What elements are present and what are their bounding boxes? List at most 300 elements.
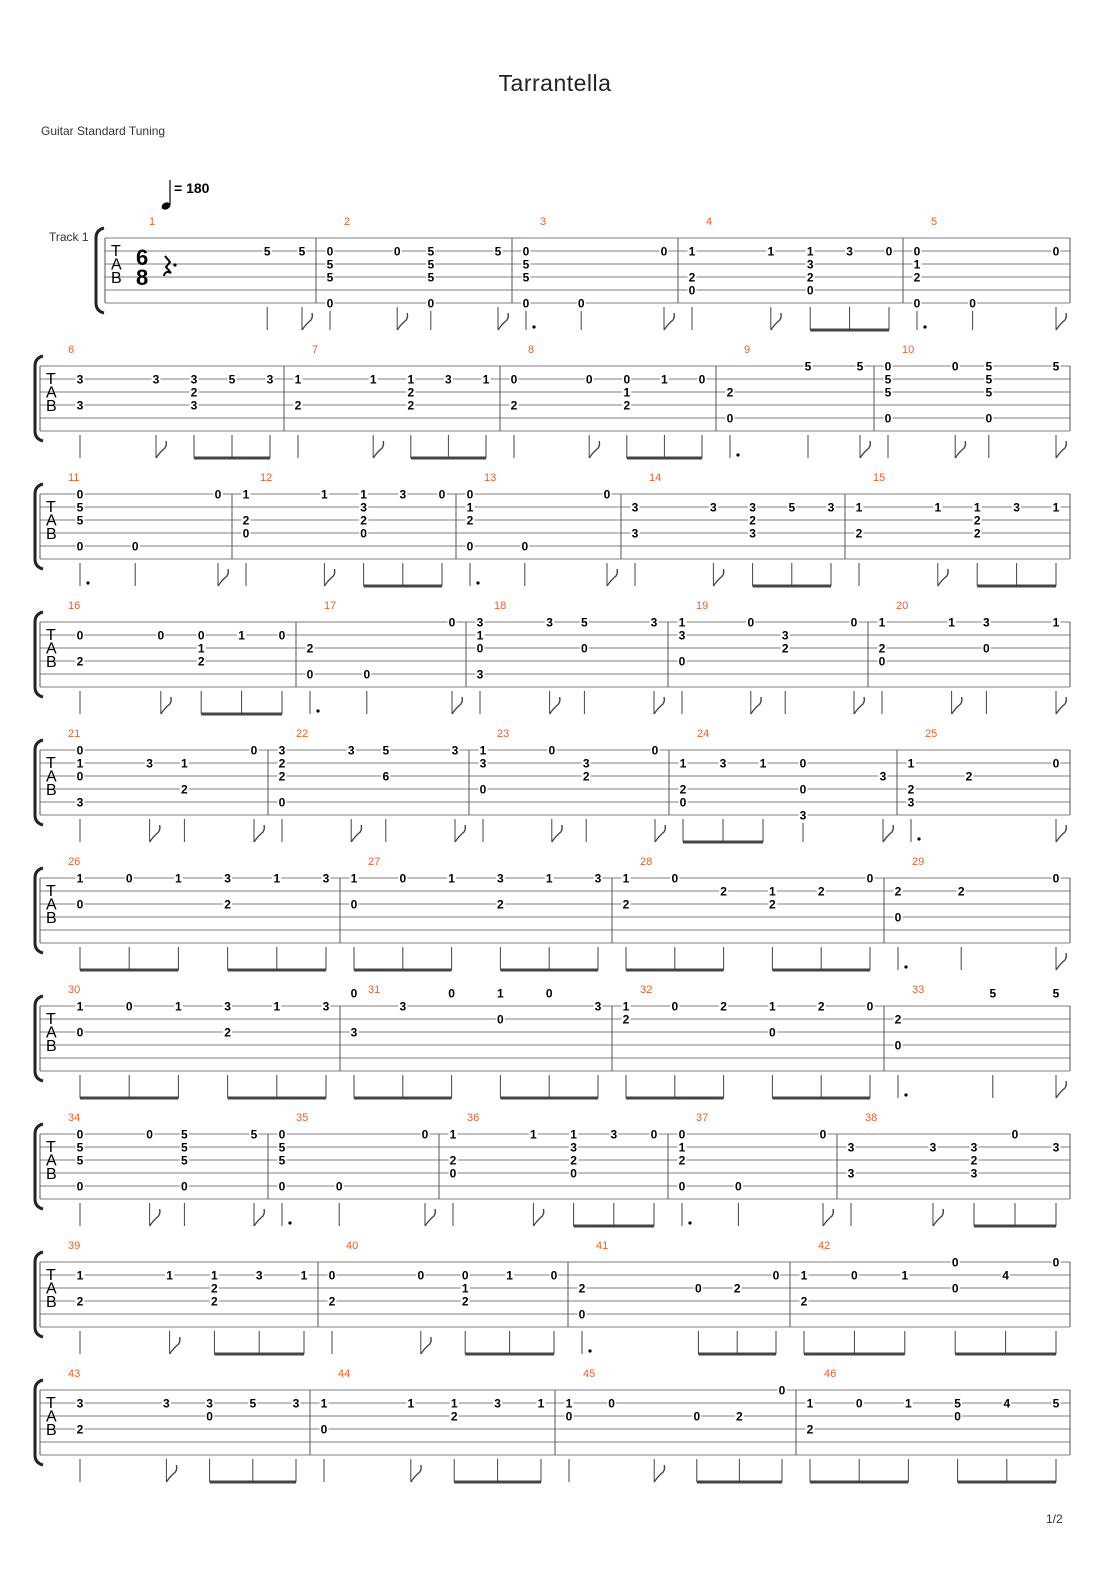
eighth-flag (351, 825, 361, 842)
measure-number: 35 (296, 1112, 309, 1124)
fret-number: 2 (965, 769, 973, 784)
fret-number: 2 (224, 897, 231, 912)
fret-number: 5 (181, 1153, 188, 1168)
measure (278, 728, 470, 842)
fret-number: 0 (577, 296, 585, 311)
measure-number: 5 (931, 216, 938, 228)
fret-number: 5 (427, 257, 435, 272)
measure (622, 984, 885, 1098)
fret-number: 0 (510, 372, 518, 387)
measure (68, 344, 284, 458)
tab-clef-letter: A (46, 1408, 57, 1426)
fret-number: 0 (1052, 1255, 1060, 1270)
eighth-flag (552, 825, 562, 842)
fret-number: 3 (1013, 500, 1020, 515)
fret-number: 0 (76, 1127, 84, 1142)
fret-number: 0 (326, 296, 334, 311)
tab-clef-letter: A (46, 1152, 57, 1170)
eighth-flag (161, 697, 171, 714)
measure-number: 19 (696, 600, 709, 612)
tab-clef-letter: A (111, 256, 122, 274)
eighth-flag (425, 1209, 435, 1226)
fret-number: 0 (671, 999, 679, 1014)
fret-number: 0 (735, 1179, 742, 1194)
measure (907, 728, 1071, 842)
fret-number: 0 (476, 641, 484, 656)
fret-number: 2 (855, 526, 863, 541)
tab-clef-letter: B (46, 526, 57, 543)
fret-number: 1 (211, 1268, 218, 1283)
fret-number: 3 (451, 743, 459, 758)
fret-number: 2 (907, 782, 915, 797)
fret-number: 3 (476, 667, 484, 682)
staff-system (35, 1368, 1070, 1482)
fret-number: 0 (585, 372, 593, 387)
fret-number: 3 (322, 871, 330, 886)
system-bracket (35, 740, 43, 825)
fret-number: 0 (885, 244, 893, 259)
fret-number: 3 (827, 500, 835, 515)
fret-number: 5 (985, 359, 993, 374)
fret-number: 3 (76, 1396, 84, 1411)
fret-number: 3 (970, 1140, 978, 1155)
tab-clef-letter: B (46, 398, 57, 415)
fret-number: 0 (76, 539, 84, 554)
measure (855, 472, 1071, 586)
measure (68, 1240, 318, 1354)
fret-number: 2 (578, 1281, 586, 1296)
fret-number: 0 (578, 1307, 586, 1322)
system-bracket (35, 612, 43, 697)
fret-number: 5 (522, 257, 530, 272)
measure-number: 26 (68, 856, 81, 868)
measure-number: 40 (346, 1240, 359, 1252)
staff-system (35, 472, 1070, 586)
fret-number: 0 (698, 372, 706, 387)
eighth-flag (324, 569, 334, 586)
measure-number: 44 (338, 1368, 351, 1380)
fret-number: 1 (482, 372, 490, 387)
eighth-flag (452, 697, 462, 714)
fret-number: 2 (878, 641, 886, 656)
fret-number: 3 (190, 398, 198, 413)
fret-number: 2 (197, 654, 205, 669)
measure-number: 24 (697, 728, 710, 740)
fret-number: 3 (278, 743, 286, 758)
fret-number: 1 (300, 1268, 308, 1283)
dotted-note-dot (86, 581, 89, 584)
dotted-note-dot (316, 709, 319, 712)
measure-number: 42 (818, 1240, 831, 1252)
eighth-flag (373, 441, 383, 458)
staff-system (35, 728, 1070, 842)
eighth-flag (655, 825, 665, 842)
dotted-note-dot (904, 965, 907, 968)
fret-number: 0 (678, 654, 686, 669)
fret-number: 0 (623, 372, 631, 387)
fret-number: 0 (461, 1268, 469, 1283)
fret-number: 5 (181, 1127, 188, 1142)
fret-number: 3 (749, 526, 756, 541)
eighth-flag (1056, 697, 1066, 714)
staff-system (35, 344, 1070, 458)
fret-number: 5 (985, 372, 993, 387)
eighth-flag (654, 1465, 664, 1482)
eighth-flag (664, 313, 674, 330)
fret-number: 1 (181, 756, 188, 771)
measure (68, 1112, 268, 1226)
fret-number: 0 (242, 526, 250, 541)
fret-number: 5 (856, 359, 864, 374)
eighth-flag (883, 825, 893, 842)
dotted-note-dot (688, 1221, 691, 1224)
fret-number: 2 (894, 884, 902, 899)
fret-number: 0 (650, 1127, 658, 1142)
fret-number: 3 (494, 1396, 501, 1411)
measure (68, 984, 340, 1098)
tab-clef-letter: B (46, 1294, 57, 1311)
measure (68, 600, 296, 714)
fret-number: 2 (76, 654, 84, 669)
fret-number: 2 (622, 1012, 630, 1027)
fret-number: 3 (206, 1396, 213, 1411)
fret-number: 0 (76, 897, 84, 912)
measure-number: 32 (640, 984, 653, 996)
measure-number: 30 (68, 984, 81, 996)
measure-number: 18 (494, 600, 507, 612)
fret-number: 3 (497, 871, 504, 886)
tab-clef-letter: T (111, 243, 121, 260)
fret-number: 5 (954, 1396, 961, 1411)
fret-number: 1 (679, 756, 687, 771)
fret-number: 1 (1052, 615, 1060, 630)
measure (847, 1112, 1071, 1226)
measure (726, 344, 875, 458)
measure-number: 28 (640, 856, 653, 868)
measure (479, 728, 670, 842)
fret-number: 1 (242, 487, 250, 502)
tab-clef-letter: B (46, 782, 57, 799)
eighth-flag (860, 441, 870, 458)
fret-number: 5 (382, 743, 390, 758)
fret-number: 2 (800, 1294, 808, 1309)
fret-number: 0 (350, 897, 358, 912)
fret-number: 3 (847, 1166, 855, 1181)
time-signature-denominator: 8 (136, 265, 149, 290)
measure (578, 1240, 791, 1354)
fret-number: 1 (175, 999, 182, 1014)
measure (149, 216, 316, 330)
eighth-flag (933, 1209, 943, 1226)
fret-number: 0 (951, 1255, 959, 1270)
fret-number: 1 (769, 999, 776, 1014)
fret-number: 0 (894, 1038, 902, 1053)
eighth-flag (1056, 953, 1066, 970)
fret-number: 2 (970, 1153, 978, 1168)
fret-number: 1 (759, 756, 767, 771)
fret-number: 0 (884, 359, 892, 374)
track-label: Track 1 (49, 230, 89, 244)
measure-number: 10 (902, 344, 915, 356)
fret-number: 2 (894, 1012, 902, 1027)
fret-number: 0 (913, 296, 921, 311)
fret-number: 5 (427, 270, 435, 285)
eighth-flag (455, 825, 465, 842)
system-bracket (35, 1380, 43, 1465)
fret-number: 2 (570, 1153, 577, 1168)
staff-system (35, 600, 1070, 714)
eighth-flag (254, 1209, 264, 1226)
fret-number: 0 (819, 1127, 827, 1142)
measure (510, 344, 717, 458)
fret-number: 1 (497, 986, 504, 1001)
fret-number: 2 (510, 398, 518, 413)
fret-number: 3 (350, 1025, 358, 1040)
fret-number: 1 (273, 871, 281, 886)
fret-number: 2 (224, 1025, 231, 1040)
fret-number: 1 (622, 999, 630, 1014)
fret-number: 3 (799, 808, 807, 823)
fret-number: 5 (884, 385, 892, 400)
fret-number: 2 (211, 1294, 218, 1309)
fret-number: 0 (951, 359, 959, 374)
dotted-note-dot (923, 325, 926, 328)
fret-number: 3 (610, 1127, 618, 1142)
fret-number: 4 (1002, 1268, 1009, 1283)
measure-number: 6 (68, 344, 75, 356)
systems (35, 216, 1070, 1482)
fret-number: 1 (688, 244, 696, 259)
fret-number: 5 (76, 1140, 84, 1155)
tab-clef-letter: A (46, 768, 57, 786)
eighth-flag (938, 569, 948, 586)
fret-number: 0 (1052, 756, 1060, 771)
fret-number: 3 (631, 526, 639, 541)
fret-number: 3 (152, 372, 160, 387)
measure (278, 1112, 440, 1226)
fret-number: 0 (197, 628, 205, 643)
fret-number: 1 (1052, 500, 1060, 515)
fret-number: 2 (913, 270, 921, 285)
fret-number: 3 (266, 372, 274, 387)
measure (894, 984, 1071, 1098)
fret-number: 3 (983, 615, 990, 630)
fret-number: 5 (581, 615, 588, 630)
fret-number: 3 (255, 1268, 263, 1283)
fret-number: 1 (506, 1268, 513, 1283)
fret-number: 1 (238, 628, 245, 643)
staff-system (35, 1240, 1070, 1354)
fret-number: 3 (678, 628, 686, 643)
fret-number: 0 (399, 871, 407, 886)
fret-number: 0 (278, 628, 286, 643)
measure-number: 46 (824, 1368, 837, 1380)
fret-number: 2 (688, 270, 696, 285)
eighth-flag (751, 697, 761, 714)
measure-number: 17 (324, 600, 337, 612)
fret-number: 1 (905, 1396, 912, 1411)
fret-number: 1 (407, 1396, 415, 1411)
fret-number: 0 (969, 296, 976, 311)
eighth-flag (150, 1209, 160, 1226)
fret-number: 2 (181, 782, 188, 797)
tempo-marking (160, 180, 209, 211)
tab-clef-letter: T (46, 1139, 56, 1156)
tab-clef-letter: B (46, 1166, 57, 1183)
tab-clef-letter: A (46, 384, 57, 402)
fret-number: 1 (570, 1127, 577, 1142)
tab-clef-letter: B (46, 1422, 57, 1439)
fret-number: 3 (224, 999, 231, 1014)
measure (565, 1368, 797, 1482)
fret-number: 0 (417, 1268, 425, 1283)
eighth-flag (1056, 1081, 1066, 1098)
tab-clef-letter: T (46, 883, 56, 900)
fret-number: 2 (466, 513, 474, 528)
fret-number: 1 (661, 372, 668, 387)
measure (522, 216, 679, 330)
dotted-note-dot (736, 453, 739, 456)
fret-number: 5 (250, 1127, 258, 1142)
system-bracket (35, 484, 43, 569)
measure-number: 8 (528, 344, 535, 356)
fret-number: 0 (878, 654, 886, 669)
fret-number: 2 (450, 1409, 458, 1424)
fret-number: 2 (678, 1153, 686, 1168)
fret-number: 0 (278, 1127, 286, 1142)
fret-number: 5 (884, 372, 892, 387)
fret-number: 3 (582, 756, 590, 771)
fret-number: 3 (76, 398, 84, 413)
fret-number: 0 (855, 1396, 863, 1411)
tempo-value: = 180 (174, 180, 210, 196)
fret-number: 5 (985, 385, 993, 400)
fret-number: 1 (678, 615, 686, 630)
fret-number: 5 (249, 1396, 257, 1411)
measure-number: 14 (649, 472, 662, 484)
fret-number: 0 (769, 1025, 776, 1040)
staff-system (35, 1112, 1070, 1226)
fret-number: 1 (622, 871, 630, 886)
fret-number: 3 (476, 615, 484, 630)
tuning-label: Guitar Standard Tuning (41, 124, 166, 138)
fret-number: 3 (594, 871, 602, 886)
fret-number: 0 (884, 411, 892, 426)
fret-number: 2 (497, 897, 504, 912)
fret-number: 1 (678, 1140, 686, 1155)
fret-number: 2 (622, 897, 630, 912)
fret-number: 2 (582, 769, 590, 784)
measure (449, 1112, 669, 1226)
fret-number: 1 (273, 999, 281, 1014)
measure-number: 1 (149, 216, 156, 228)
fret-number: 0 (438, 487, 446, 502)
dotted-note-dot (532, 325, 535, 328)
tab-clef-letter: T (46, 627, 56, 644)
fret-number: 0 (985, 411, 993, 426)
fret-number: 2 (973, 513, 981, 528)
fret-number: 3 (806, 257, 814, 272)
fret-number: 0 (157, 628, 165, 643)
eighth-flag (854, 697, 864, 714)
fret-number: 0 (521, 539, 529, 554)
measure-number: 41 (596, 1240, 609, 1252)
fret-number: 1 (530, 1127, 537, 1142)
eighth-flag (421, 1337, 431, 1354)
fret-number: 2 (306, 641, 314, 656)
fret-number: 2 (817, 999, 825, 1014)
fret-number: 5 (427, 244, 435, 259)
measure-number: 36 (467, 1112, 480, 1124)
measure (242, 472, 457, 586)
fret-number: 0 (799, 782, 807, 797)
fret-number: 3 (163, 1396, 170, 1411)
fret-number: 0 (894, 910, 902, 925)
fret-number: 1 (166, 1268, 173, 1283)
measure (350, 856, 613, 970)
dotted-note-dot (588, 1349, 591, 1352)
fret-number: 3 (594, 999, 602, 1014)
fret-number: 1 (806, 244, 814, 259)
fret-number: 1 (466, 500, 474, 515)
fret-number: 0 (278, 1179, 286, 1194)
eighth-flag (150, 825, 160, 842)
system-bracket (35, 868, 43, 953)
fret-number: 0 (479, 782, 487, 797)
system-bracket (35, 356, 43, 441)
fret-number: 0 (76, 487, 84, 502)
fret-number: 2 (461, 1294, 469, 1309)
fret-number: 3 (399, 487, 407, 502)
fret-number: 2 (328, 1294, 336, 1309)
fret-number: 3 (846, 244, 853, 259)
fret-number: 1 (76, 1268, 84, 1283)
fret-number: 0 (449, 1166, 457, 1181)
fret-number: 4 (1003, 1396, 1011, 1411)
fret-number: 0 (679, 795, 687, 810)
fret-number: 0 (522, 296, 530, 311)
rest-icon (164, 256, 171, 276)
fret-number: 2 (806, 270, 814, 285)
fret-number: 0 (393, 244, 401, 259)
fret-number: 1 (350, 871, 358, 886)
fret-number: 1 (321, 487, 328, 502)
fret-number: 1 (800, 1268, 808, 1283)
fret-number: 5 (788, 500, 796, 515)
eighth-flag (156, 441, 166, 458)
fret-number: 3 (224, 871, 231, 886)
fret-number: 0 (550, 1268, 558, 1283)
measure-number: 4 (706, 216, 713, 228)
fret-number: 0 (448, 615, 456, 630)
fret-number: 1 (479, 743, 487, 758)
measure (622, 856, 885, 970)
tab-clef-letter: T (46, 1395, 56, 1412)
eighth-flag (955, 441, 965, 458)
fret-number: 5 (181, 1140, 188, 1155)
fret-number: 1 (855, 500, 863, 515)
eighth-flag (411, 1465, 421, 1482)
fret-number: 1 (878, 615, 886, 630)
fret-number: 1 (76, 999, 84, 1014)
eighth-flag (302, 313, 312, 330)
fret-number: 1 (973, 500, 981, 515)
fret-number: 2 (278, 756, 286, 771)
fret-number: 2 (242, 513, 250, 528)
fret-number: 0 (778, 1383, 786, 1398)
fret-number: 1 (369, 372, 377, 387)
fret-number: 5 (522, 270, 530, 285)
